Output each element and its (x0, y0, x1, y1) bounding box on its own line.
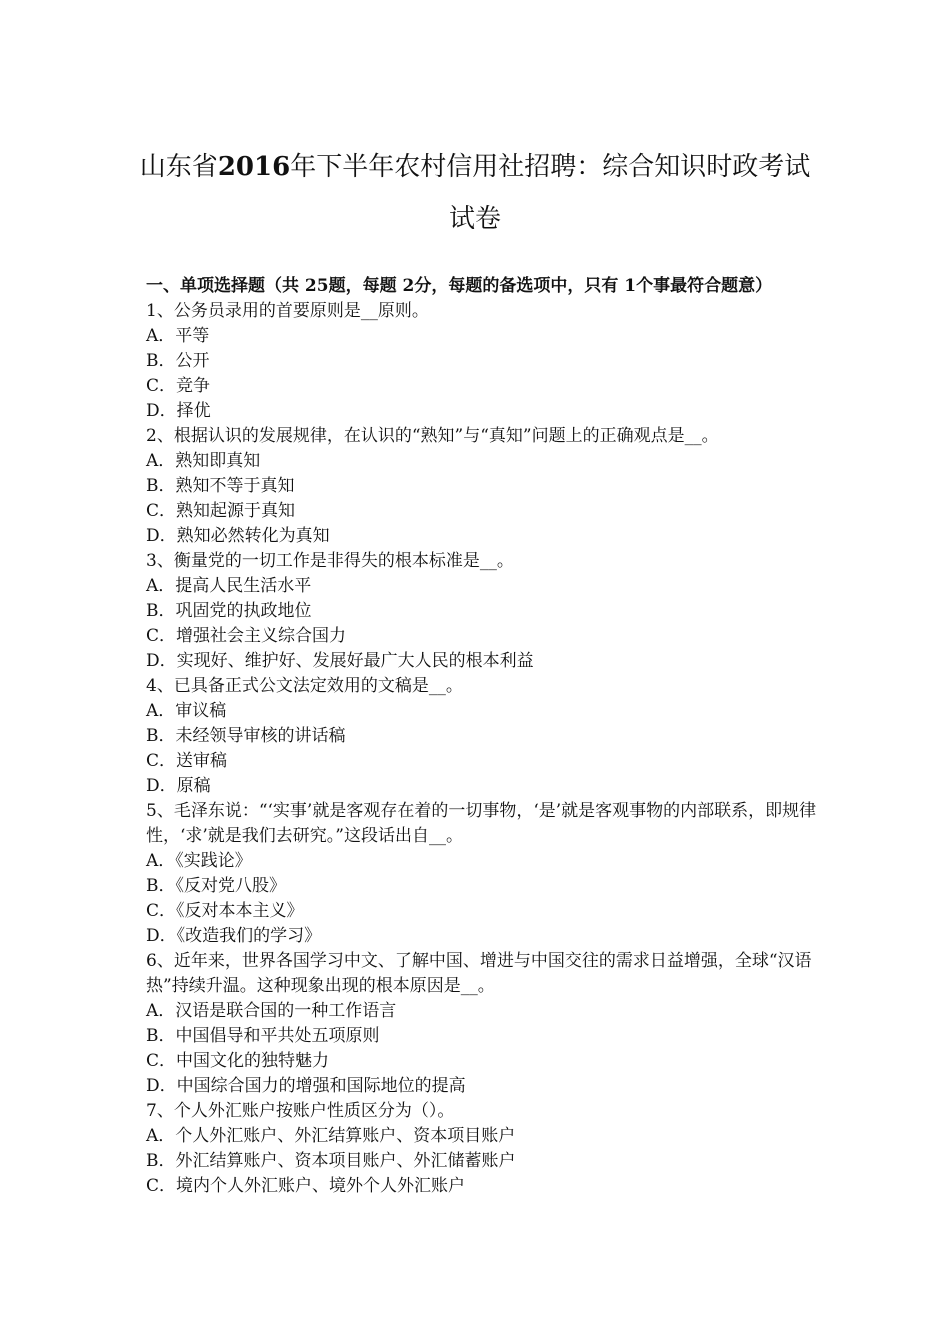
title-year: 2016 (217, 152, 291, 182)
question-stem: 6、近年来，世界各国学习中文、了解中国、增进与中国交往的需求日益增强，全球“汉语热”持续升温。这种现象出现的根本原因是__。 (146, 951, 812, 996)
question-stem: 5、毛泽东说：“‘实事’就是客观存在着的一切事物，‘是’就是客观事物的内部联系，即规律性，‘求’就是我们去研究。”这段话出自__。 (146, 801, 817, 846)
answer-option: D．原稿 (146, 776, 211, 796)
answer-option: B．巩固党的执政地位 (146, 601, 312, 621)
answer-option: A．熟知即真知 (146, 451, 261, 471)
answer-option: D．择优 (146, 401, 211, 421)
title-prefix: 山东省 (139, 152, 218, 182)
answer-option: C．竞争 (146, 376, 211, 396)
answer-option: B．熟知不等于真知 (146, 476, 295, 496)
question-item (146, 299, 818, 424)
question-stem: 3、衡量党的一切工作是非得失的根本标准是__。 (146, 551, 514, 571)
answer-option: A．《实践论》 (146, 851, 252, 871)
document-title-line2: 试卷 (448, 204, 501, 234)
answer-option: C．增强社会主义综合国力 (146, 626, 347, 646)
answer-option: A．审议稿 (146, 701, 227, 721)
answer-option: A．个人外汇账户、外汇结算账户、资本项目账户 (146, 1126, 516, 1146)
question-item (146, 549, 818, 674)
answer-option: D．中国综合国力的增强和国际地位的提高 (146, 1076, 466, 1096)
answer-option: C．中国文化的独特魅力 (146, 1051, 330, 1071)
answer-option: A．汉语是联合国的一种工作语言 (146, 1001, 397, 1021)
question-stem: 2、根据认识的发展规律，在认识的“熟知”与“真知”问题上的正确观点是__。 (146, 426, 719, 446)
question-stem: 7、个人外汇账户按账户性质区分为（）。 (146, 1101, 455, 1121)
question-item (146, 1099, 818, 1199)
answer-option: C．送审稿 (146, 751, 228, 771)
answer-option: D．《改造我们的学习》 (146, 926, 322, 946)
answer-option: A．提高人民生活水平 (146, 576, 312, 596)
answer-option: B．中国倡导和平共处五项原则 (146, 1026, 380, 1046)
answer-option: C．熟知起源于真知 (146, 501, 296, 521)
answer-option: C．境内个人外汇账户、境外个人外汇账户 (146, 1176, 466, 1196)
answer-option: B．未经领导审核的讲话稿 (146, 726, 346, 746)
question-item (146, 674, 818, 799)
question-item (146, 949, 818, 1099)
answer-option: B．公开 (146, 351, 210, 371)
document-title-line1 (0, 147, 950, 187)
question-item (146, 424, 818, 549)
section-heading: 一、单项选择题（共 25题，每题 2分，每题的备选项中，只有 1个事最符合题意） (146, 276, 773, 296)
question-stem: 4、已具备正式公文法定效用的文稿是__。 (146, 676, 463, 696)
answer-option: D．实现好、维护好、发展好最广大人民的根本利益 (146, 651, 534, 671)
question-stem: 1、公务员录用的首要原则是__原则。 (146, 301, 429, 321)
question-list (146, 299, 818, 1199)
title-suffix: 年下半年农村信用社招聘：综合知识时政考试 (290, 152, 811, 182)
answer-option: A．平等 (146, 326, 210, 346)
answer-option: B．外汇结算账户、资本项目账户、外汇储蓄账户 (146, 1151, 516, 1171)
document-body (146, 274, 818, 1199)
answer-option: B．《反对党八股》 (146, 876, 286, 896)
answer-option: D．熟知必然转化为真知 (146, 526, 330, 546)
answer-option: C．《反对本本主义》 (146, 901, 304, 921)
question-item (146, 799, 818, 949)
